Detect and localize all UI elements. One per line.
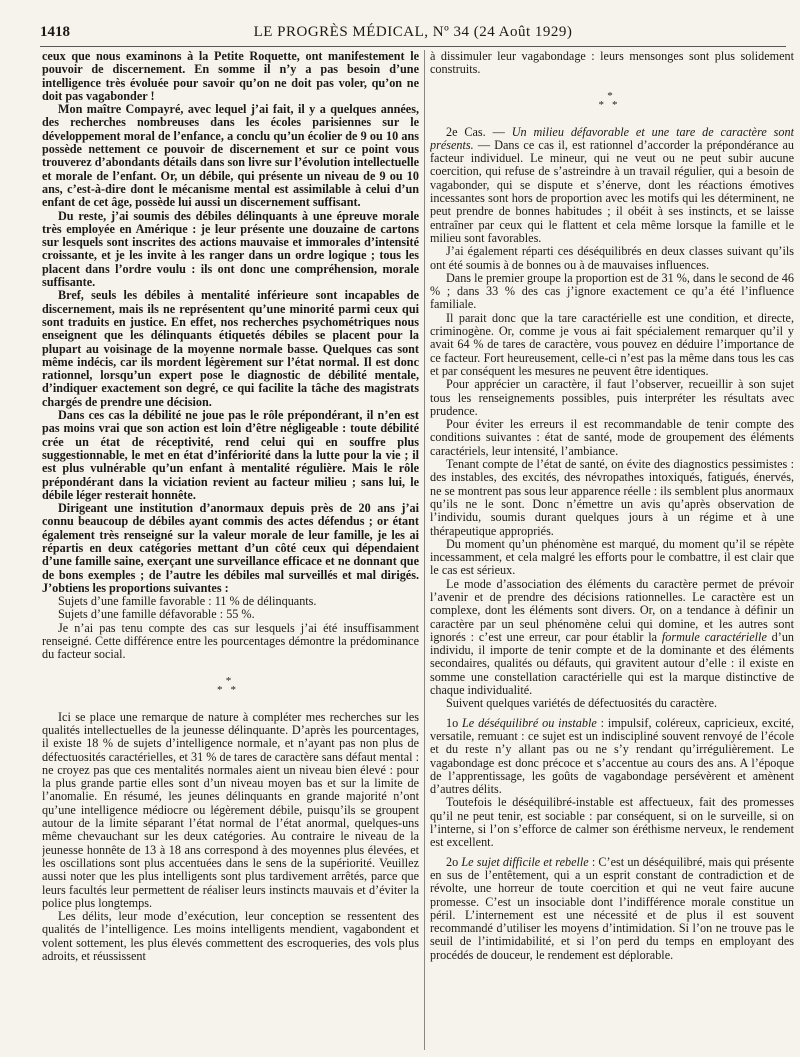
header-rule xyxy=(40,46,786,47)
paragraph: Mon maître Compayré, avec lequel j’ai fait, il y a quelques années, des recherches nombreuses dans les écoles parisiennes sur le développement moral de l’enfance, a conclu qu’un écolier de 9 ou 10 ans possède nettement ce pouvoir de discernement et sur ce point vous trouverez d’abondants détails dans son livre sur l’évolution intellectuelle et morale de l’enfant. Or, un débile, qui présente un niveau de 9 ou 10 ans, c’est-à-dire dont le mécanisme mental est assimilable à celui d’un enfant de cet âge, possède lui aussi un discernement suffisant. xyxy=(42,102,419,210)
paragraph: Je n’ai pas tenu compte des cas sur lesquels j’ai été insuffisamment renseigné. Cette différence entre les pourcentages démontre la prédominance du facteur social. xyxy=(42,620,419,662)
page-number: 1418 xyxy=(40,24,70,40)
text-run: d’un individu, il importe de tenir compte et de la dominante et des éléments secondaires, qualités ou défauts, qui gravitent autour d’elle : il existe en somme une constellation caractérielle qui est la marque distinctive de chaque individualité. xyxy=(430,629,794,698)
paragraph: ceux que nous examinons à la Petite Roquette, ont manifestement le pouvoir de discernement. En somme il n’y a pas besoin d’une intelligence très évoluée pour savoir qu’on ne doit pas voler, qu’on ne doit pas vagabonder ! xyxy=(42,50,419,103)
case-label: 2e Cas. — xyxy=(446,124,512,139)
list-item xyxy=(430,717,794,797)
item-text: : C’est un déséquilibré, mais qui présente en sus de l’entêtement, qui a un esprit constant de contradiction et de révolte, une horreur de toute coercition et qui ne veut faire aucune promesse. C’est un insociable dont l’indifférence morale constitue un péril. L’internement est une nécessité et de plus il est souvent recommandé d’utiliser les moyens d’intimidation. Si l’on ne trouve pas le seuil de l’intimidabilité, et si l’on perd du temps en employant des procédés de douceur, le rendement est déplorable. xyxy=(430,854,794,962)
paragraph: Dirigeant une institution d’anormaux depuis près de 20 ans j’ai connu beaucoup de débiles ayant commis des actes défendus ; or étant également très renseigné sur la valeur morale de leur famille, je les ai répartis en deux catégories mettant d’un côté ceux qui dépendaient d’une famille saine, exerçant une surveillance efficace et ne donnant que de bons exemples ; de l’autre les débiles mal surveillés et mal dirigés. J’obtiens les proportions suivantes : xyxy=(42,501,419,595)
section-case-2 xyxy=(430,126,794,246)
paragraph: Tenant compte de l’état de santé, on évite des diagnostics pessimistes : des instables, des excités, des névropathes intoxiqués, fatigués, énervés, ne se montrent pas sous leur apparence réelle : ils semblent plus anormaux qu’ils ne le sont. Donc n’émettre un avis qu’après observation de l’individu, soumis durant quelques jours à un régime et à une thérapeutique appropriés. xyxy=(430,457,794,538)
paragraph: Les délits, leur mode d’exécution, leur conception se ressentent des qualités de l’intelligence. Les moins intelligents mendient, vagabondent et volent sottement, les plus élevés commettent des escroqueries, des vols plus adroits, et réussissent xyxy=(42,909,419,963)
page-header xyxy=(40,24,786,42)
list-item xyxy=(430,856,794,962)
paragraph: Du reste, j’ai soumis des débiles délinquants à une épreuve morale très employée en Amérique : je leur présente une douzaine de cartons sur lesquels sont inscrites des actions mauvaise et immorales d’intensité croissante, et je les invite à les ranger dans un ordre logique ; tous les placent dans l’ordre voulu : ils ont donc une compréhension, morale suffisante. xyxy=(42,208,419,290)
paragraph: Ici se place une remarque de nature à compléter mes recherches sur les qualités intellectuelles de la jeunesse délinquante. D’après les pourcentages, il existe 18 % de sujets d’intelligence normale, et n’ayant pas non plus de défectuosités caractérielles, et 31 % de tares de caractère sans défaut mental : ne croyez pas que ces mentalités normales aient un niveau bien élevé : pour la plus grande partie elles sont d’un niveau moyen bas et sur la limite de l’anomalie. En résumé, les jeunes délinquants en grande majorité n’ont qu’une intelligence médiocre ou légèrement débile, puisqu’ils se groupent autour de la limite séparant l’état normal de l’état anormal, quelques-uns même chevauchant sur les deux catégories. Au contraire le niveau de la jeunesse honnête de 13 à 18 ans correspond à des moyennes plus élevées, et les oscillations sont plus accentuées dans le sens de la supériorité. Veuillez aussi noter que les plus intelligents sont plus tardivement arrêtés, parce que leurs facultés leur permettent de réaliser leurs instincts mauvais et d’éviter la police plus longtemps. xyxy=(42,709,419,910)
item-title: Le déséquilibré ou instable xyxy=(462,715,597,730)
running-title: LE PROGRÈS MÉDICAL, Nº 34 (24 Août 1929) xyxy=(253,24,573,40)
section-separator-stars: * ** xyxy=(217,674,244,696)
item-text: : impulsif, coléreux, capricieux, excité, versatile, remuant : ce sujet est un indiscipliné souvent renvoyé de l’école et du reste n’y allant pas ou ne s’y rendant qu’irrégulièrement. Le vagabondage est donc précoce et s’accentue au cours des ans. A l’époque de l’apprentissage, les goûts de vagabondage persévèrent et amènent d’autres délits. xyxy=(430,715,794,797)
paragraph: Pour apprécier un caractère, il faut l’observer, recueillir à son sujet tous les renseignements possibles, puis interpréter les résultats avec prudence. xyxy=(430,377,794,418)
item-number: 1o xyxy=(446,715,463,730)
paragraph: Bref, seuls les débiles à mentalité inférieure sont incapables de discernement, mais ils ne représentent qu’une minorité parmi ceux qui sont traduits en justice. En effet, nos recherches psychométriques nous enseignent que les délinquants étiquetés débiles se placent pour la plupart au voisinage de la moyenne normale basse. Quelques cas sont même indécis, car ils mordent légèrement sur l’état normal. Il est donc rationnel, lorsqu’un expert pose le diagnostic de débilité mentale, d’indiquer exactement son degré, ce qui facilite la tâche des magistrats chargés de prendre une décision. xyxy=(42,288,419,409)
case-title: Un milieu défavorable et une tare de caractère sont présents. xyxy=(430,124,794,152)
paragraph: Dans le premier groupe la proportion est de 31 %, dans le second de 46 % ; dans 33 % des cas j’ignore exactement ce qu’a été l’influence familiale. xyxy=(430,270,794,312)
item-title: Le sujet difficile et rebelle xyxy=(461,854,589,869)
paragraph: Il parait donc que la tare caractérielle est une condition, et directe, criminogène. Or, comme je vous ai fait spécialement remarquer qu’il y avait 64 % de tares de caractère, vous pouvez en déduire l’importance de ce facteur. Fort heureusement, celle-ci n’est pas la même dans tous les cas et par conséquent les mesures ne peuvent être identiques. xyxy=(430,310,794,378)
left-column xyxy=(42,50,419,1052)
section-separator-stars: * ** xyxy=(598,89,626,111)
column-divider xyxy=(424,50,425,1050)
paragraph: Pour éviter les erreurs il est recommandable de tenir compte des conditions suivantes : état de santé, mode de groupement des éléments caractériels, leur intensité, l’ambiance. xyxy=(430,417,794,458)
paragraph: Dans ces cas la débilité ne joue pas le rôle prépondérant, il n’en est pas moins vrai que son action est loin d’être négligeable : toute débilité crée un état de réceptivité, rend celui qui en souffre plus suggestionnable, le met en état d’infériorité dans la lutte pour la vie ; il est plus vulnérable qu’un enfant à mentalité régulière. Mais le rôle prépondérant dans la viciation revient au facteur milieu ; sans lui, le débile léger resterait honnête. xyxy=(42,408,419,502)
statistic-line: Sujets d’une famille favorable : 11 % de délinquants. xyxy=(58,594,317,609)
paragraph: Toutefois le déséquilibré-instable est affectueux, fait des promesses qu’il ne peut tenir, est sociable : par conséquent, si on le surveille, si on l’interne, si l’on s’efforce de calmer son éréthisme nerveux, le rendement est excellent. xyxy=(430,795,794,850)
paragraph xyxy=(430,578,794,698)
case-text: — Dans ce cas il, est rationnel d’accorder la prépondérance au facteur individuel. Le mineur, qui ne veut ou ne peut subir aucune coercition, qui refuse de s’astreindre à un travail régulier, qui a besoin de vagabonder, qui se dispute et s’énerve, dont les réactions émotives incessantes sont hors de proportion avec les motifs qui les déterminent, ne peut prendre de bonnes habitudes ; il obéit à ses instincts, et se laisse entraîner par ceux qui le flattent et cela même lorsque la famille et le milieu sont favorables. xyxy=(430,137,794,245)
right-column xyxy=(430,50,794,1050)
paragraph: Du moment qu’un phénomène est marqué, du moment qu’il se répète incessamment, et cela malgré les efforts pour le combattre, il est clair que le cas est sérieux. xyxy=(430,536,794,578)
paragraph: à dissimuler leur vagabondage : leurs mensonges sont plus solidement construits. xyxy=(430,50,794,77)
statistic-line: Sujets d’une famille défavorable : 55 %. xyxy=(58,607,255,622)
item-number: 2o xyxy=(446,854,462,869)
paragraph: J’ai également réparti ces déséquilibrés en deux classes suivant qu’ils ont été soumis à de bonnes ou à de mauvaises influences. xyxy=(430,244,794,272)
paragraph: Suivent quelques variétés de défectuosités du caractère. xyxy=(446,696,718,711)
emphasis: formule caractérielle xyxy=(661,629,767,644)
text-run: Le mode d’association des éléments du caractère permet de prévoir l’avenir et de prendre des décisions rationnelles. Le caractère est un complexe, dont les éléments sont divers. Or, on a tendance à définir un caractère par un seul phénomène celui qui domine, et les autres sont ignorés : c’est une erreur, car pour établir la xyxy=(430,576,794,644)
